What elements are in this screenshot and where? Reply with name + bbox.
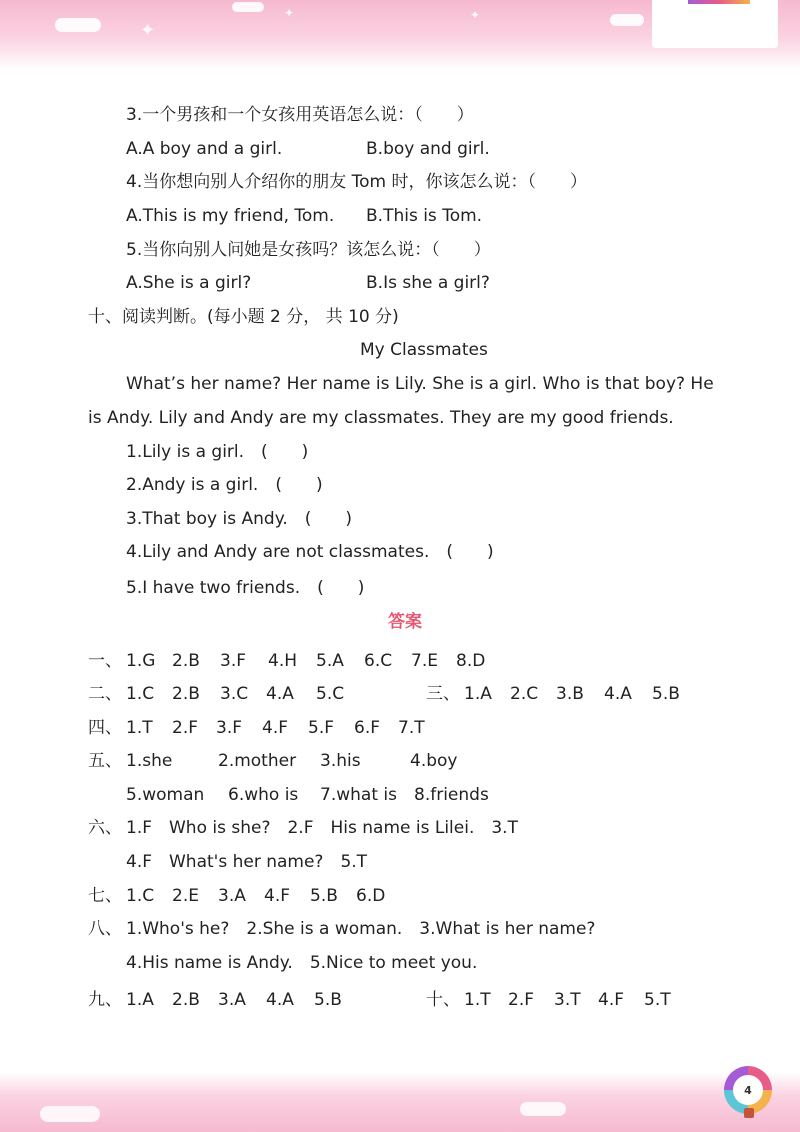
answer-label: 七、 [88,886,122,906]
cloud-decoration [520,1102,566,1116]
answer-cell: 3.F [216,718,242,738]
answer-cell: 7.T [398,718,425,738]
answer-cell: 5.B [652,684,680,704]
option-4b: B.This is Tom. [366,206,483,226]
page-number-badge [724,1066,772,1114]
judge-item-1: 1.Lily is a girl. ( ) [126,442,309,462]
answer-label: 八、 [88,919,122,939]
answer-cell: 5.F [308,718,334,738]
answer-cell: 6.F [354,718,380,738]
option-3b: B.boy and girl. [366,139,490,159]
answer-label: 五、 [88,751,122,771]
answer-label: 十、 [426,990,460,1010]
answer-cell: 1.C [126,886,155,906]
answer-cell: 3.C [220,684,249,704]
option-4a: A.This is my friend, Tom. [126,206,335,226]
answer-cell: 7.E [411,651,438,671]
page-number: 4 [733,1075,763,1105]
answer-cell: 2.mother [218,751,297,771]
judge-item-4: 4.Lily and Andy are not classmates. ( ) [126,542,494,562]
balloon-basket-icon [744,1108,754,1118]
answer-cell: 4.A [266,990,294,1010]
answer-cell: 5.T [644,990,671,1010]
option-3a: A.A boy and a girl. [126,139,283,159]
footer-decoration [0,1072,800,1132]
answer-cell: 2.B [172,651,200,671]
passage-title: My Classmates [360,340,488,360]
answer-cell: 3.F [220,651,246,671]
corner-tab-stripe [688,0,750,4]
answer-row-8b: 4.His name is Andy. 5.Nice to meet you. [126,953,478,973]
answer-cell: 8.D [456,651,486,671]
answer-cell: 5.B [310,886,338,906]
cloud-decoration [232,2,264,12]
passage-line-2: is Andy. Lily and Andy are my classmates. They are my good friends. [88,408,674,428]
answer-cell: 4.F [264,886,290,906]
answer-cell: 1.C [126,684,155,704]
answer-cell: 2.B [172,990,200,1010]
answer-cell: 5.A [316,651,344,671]
option-5a: A.She is a girl? [126,273,252,293]
answer-label: 二、 [88,684,122,704]
answer-text: 1.F Who is she? 2.F His name is Lilei. 3.T [126,818,518,838]
answer-cell: 3.A [218,886,246,906]
answer-cell: 8.friends [414,785,489,805]
answer-cell: 4.A [604,684,632,704]
answer-cell: 7.what is [320,785,397,805]
answer-cell: 5.C [316,684,345,704]
answer-cell: 6.C [364,651,393,671]
star-icon: ✦ [140,20,156,41]
answer-label: 六、 [88,818,122,838]
answer-cell: 1.she [126,751,173,771]
answer-label: 一、 [88,651,122,671]
answer-cell: 1.T [464,990,491,1010]
answer-cell: 6.D [356,886,386,906]
answer-cell: 4.A [266,684,294,704]
answer-cell: 4.F [262,718,288,738]
answer-cell: 1.G [126,651,156,671]
answer-cell: 1.A [126,990,154,1010]
answer-cell: 5.woman [126,785,205,805]
question-5: 5.当你向别人问她是女孩吗？该怎么说：（ ） [126,240,491,260]
answer-text: 1.Who's he? 2.She is a woman. 3.What is her name? [126,919,596,939]
corner-tab [652,0,778,48]
answer-label: 九、 [88,990,122,1010]
answer-cell: 3.A [218,990,246,1010]
answer-row-6b: 4.F What's her name? 5.T [126,852,368,872]
question-4: 4.当你想向别人介绍你的朋友 Tom 时，你该怎么说：（ ） [126,172,587,192]
answer-cell: 4.boy [410,751,458,771]
answer-cell: 4.H [268,651,298,671]
answer-title: 答案 [388,612,422,632]
answer-cell: 1.A [464,684,492,704]
cloud-decoration [55,18,101,32]
cloud-decoration [40,1106,100,1122]
answer-label: 四、 [88,718,122,738]
answer-cell: 2.C [510,684,539,704]
section-10-heading: 十、阅读判断。(每小题 2 分， 共 10 分) [88,307,399,327]
answer-label: 三、 [426,684,460,704]
answer-cell: 2.F [508,990,534,1010]
star-icon: ✦ [284,6,295,20]
option-5b: B.Is she a girl? [366,273,490,293]
judge-item-2: 2.Andy is a girl. ( ) [126,475,323,495]
passage-line-1: What’s her name? Her name is Lily. She is a girl. Who is that boy? He [126,374,714,394]
answer-cell: 2.B [172,684,200,704]
answer-cell: 2.E [172,886,199,906]
judge-item-3: 3.That boy is Andy. ( ) [126,509,353,529]
answer-cell: 4.F [598,990,624,1010]
answer-cell: 6.who is [228,785,299,805]
answer-cell: 3.B [556,684,584,704]
question-3: 3.一个男孩和一个女孩用英语怎么说：（ ） [126,105,474,125]
answer-cell: 3.T [554,990,581,1010]
star-icon: ✦ [470,8,481,22]
cloud-decoration [610,14,644,26]
answer-cell: 3.his [320,751,361,771]
judge-item-5: 5.I have two friends. ( ) [126,578,365,598]
answer-cell: 2.F [172,718,198,738]
answer-cell: 5.B [314,990,342,1010]
answer-cell: 1.T [126,718,153,738]
